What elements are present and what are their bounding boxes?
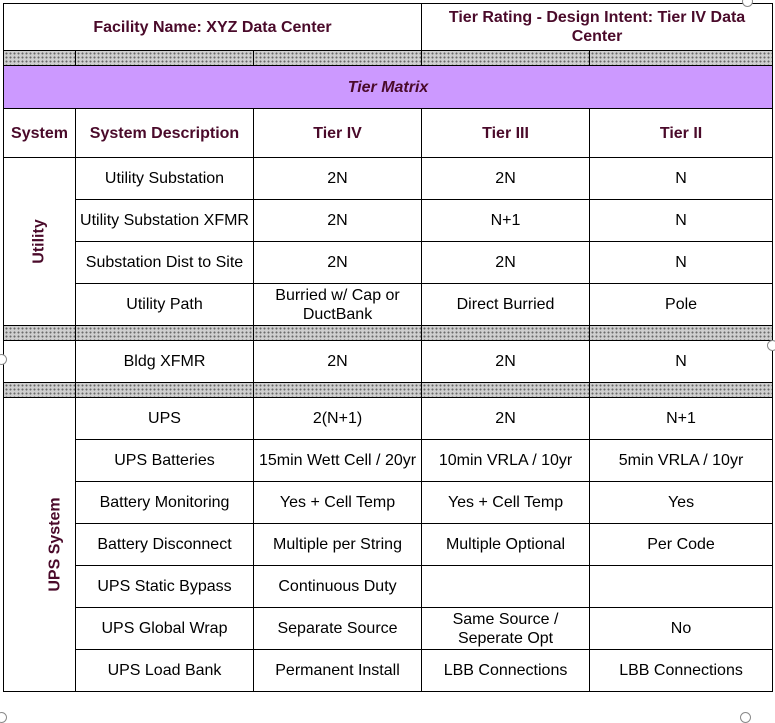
- cell-description[interactable]: Battery Monitoring: [76, 482, 254, 524]
- system-group-bldg[interactable]: [4, 341, 76, 383]
- separator-cell: [422, 383, 590, 398]
- cell-tier-iii[interactable]: 2N: [422, 242, 590, 284]
- cell-description[interactable]: Battery Disconnect: [76, 524, 254, 566]
- resize-handle-bottom-right[interactable]: [740, 712, 751, 723]
- header-system[interactable]: System: [4, 109, 76, 158]
- cell-description[interactable]: UPS Global Wrap: [76, 608, 254, 650]
- system-group-utility[interactable]: [4, 158, 76, 326]
- separator-cell: [76, 326, 254, 341]
- tier-matrix-title[interactable]: Tier Matrix: [4, 66, 773, 109]
- cell-tier-iv[interactable]: 2N: [254, 242, 422, 284]
- separator-cell: [4, 326, 76, 341]
- separator-cell: [590, 383, 773, 398]
- system-group-label: Utility: [30, 219, 48, 264]
- separator-row: [4, 326, 773, 341]
- header-row: [4, 109, 773, 158]
- table-row: [4, 158, 773, 200]
- facility-row: [4, 4, 773, 51]
- cell-tier-iii[interactable]: 10min VRLA / 10yr: [422, 440, 590, 482]
- cell-tier-ii[interactable]: Pole: [590, 284, 773, 326]
- tier-matrix-table: [3, 3, 773, 692]
- table-row: [4, 650, 773, 692]
- table-row: [4, 398, 773, 440]
- cell-description[interactable]: Bldg XFMR: [76, 341, 254, 383]
- cell-tier-iv[interactable]: 2N: [254, 341, 422, 383]
- cell-tier-iii[interactable]: 2N: [422, 398, 590, 440]
- table-row: [4, 242, 773, 284]
- table-row: [4, 524, 773, 566]
- title-row: [4, 66, 773, 109]
- cell-tier-iv[interactable]: 2N: [254, 158, 422, 200]
- cell-tier-iii[interactable]: 2N: [422, 341, 590, 383]
- separator-cell: [254, 383, 422, 398]
- cell-tier-iii[interactable]: Multiple Optional: [422, 524, 590, 566]
- table-row: [4, 341, 773, 383]
- separator-row: [4, 383, 773, 398]
- table-row: [4, 284, 773, 326]
- cell-description[interactable]: Substation Dist to Site: [76, 242, 254, 284]
- table-row: [4, 200, 773, 242]
- separator-cell: [422, 51, 590, 66]
- separator-cell: [4, 383, 76, 398]
- cell-description[interactable]: UPS: [76, 398, 254, 440]
- header-tier-iv[interactable]: Tier IV: [254, 109, 422, 158]
- separator-cell: [4, 51, 76, 66]
- cell-description[interactable]: UPS Load Bank: [76, 650, 254, 692]
- cell-description[interactable]: Utility Path: [76, 284, 254, 326]
- cell-description[interactable]: UPS Batteries: [76, 440, 254, 482]
- cell-tier-iv[interactable]: 15min Wett Cell / 20yr: [254, 440, 422, 482]
- resize-handle-middle-right[interactable]: [767, 340, 775, 351]
- separator-cell: [254, 51, 422, 66]
- separator-row: [4, 51, 773, 66]
- cell-tier-iv[interactable]: Permanent Install: [254, 650, 422, 692]
- table-row: [4, 566, 773, 608]
- cell-description[interactable]: Utility Substation: [76, 158, 254, 200]
- cell-tier-ii[interactable]: Per Code: [590, 524, 773, 566]
- cell-tier-iv[interactable]: Continuous Duty: [254, 566, 422, 608]
- cell-tier-ii[interactable]: N: [590, 200, 773, 242]
- cell-tier-iii[interactable]: 2N: [422, 158, 590, 200]
- cell-tier-ii[interactable]: 5min VRLA / 10yr: [590, 440, 773, 482]
- separator-cell: [590, 326, 773, 341]
- cell-tier-iv[interactable]: Multiple per String: [254, 524, 422, 566]
- separator-cell: [76, 51, 254, 66]
- cell-tier-iii[interactable]: N+1: [422, 200, 590, 242]
- cell-tier-iv[interactable]: 2N: [254, 200, 422, 242]
- cell-tier-iii[interactable]: Direct Burried: [422, 284, 590, 326]
- cell-tier-ii[interactable]: N: [590, 341, 773, 383]
- cell-description[interactable]: UPS Static Bypass: [76, 566, 254, 608]
- separator-cell: [76, 383, 254, 398]
- cell-tier-iii[interactable]: Yes + Cell Temp: [422, 482, 590, 524]
- cell-description[interactable]: Utility Substation XFMR: [76, 200, 254, 242]
- table-row: [4, 482, 773, 524]
- cell-tier-iv[interactable]: 2(N+1): [254, 398, 422, 440]
- table-row: [4, 608, 773, 650]
- resize-handle-bottom-left[interactable]: [0, 712, 7, 723]
- header-tier-ii[interactable]: Tier II: [590, 109, 773, 158]
- tier-rating-cell[interactable]: Tier Rating - Design Intent: Tier IV Data Center: [422, 4, 773, 51]
- separator-cell: [254, 326, 422, 341]
- cell-tier-ii[interactable]: No: [590, 608, 773, 650]
- table-row: [4, 440, 773, 482]
- cell-tier-ii[interactable]: N: [590, 158, 773, 200]
- separator-cell: [590, 51, 773, 66]
- cell-tier-ii[interactable]: N+1: [590, 398, 773, 440]
- cell-tier-ii[interactable]: Yes: [590, 482, 773, 524]
- cell-tier-iii[interactable]: Same Source / Seperate Opt: [422, 608, 590, 650]
- cell-tier-ii[interactable]: LBB Connections: [590, 650, 773, 692]
- facility-name-cell[interactable]: Facility Name: XYZ Data Center: [4, 4, 422, 51]
- cell-tier-iv[interactable]: Burried w/ Cap or DuctBank: [254, 284, 422, 326]
- separator-cell: [422, 326, 590, 341]
- system-group-ups[interactable]: [4, 398, 76, 692]
- header-tier-iii[interactable]: Tier III: [422, 109, 590, 158]
- cell-tier-iii[interactable]: [422, 566, 590, 608]
- cell-tier-iv[interactable]: Separate Source: [254, 608, 422, 650]
- system-group-label: UPS System: [46, 497, 64, 592]
- cell-tier-ii[interactable]: [590, 566, 773, 608]
- header-system-description[interactable]: System Description: [76, 109, 254, 158]
- cell-tier-iii[interactable]: LBB Connections: [422, 650, 590, 692]
- cell-tier-ii[interactable]: N: [590, 242, 773, 284]
- cell-tier-iv[interactable]: Yes + Cell Temp: [254, 482, 422, 524]
